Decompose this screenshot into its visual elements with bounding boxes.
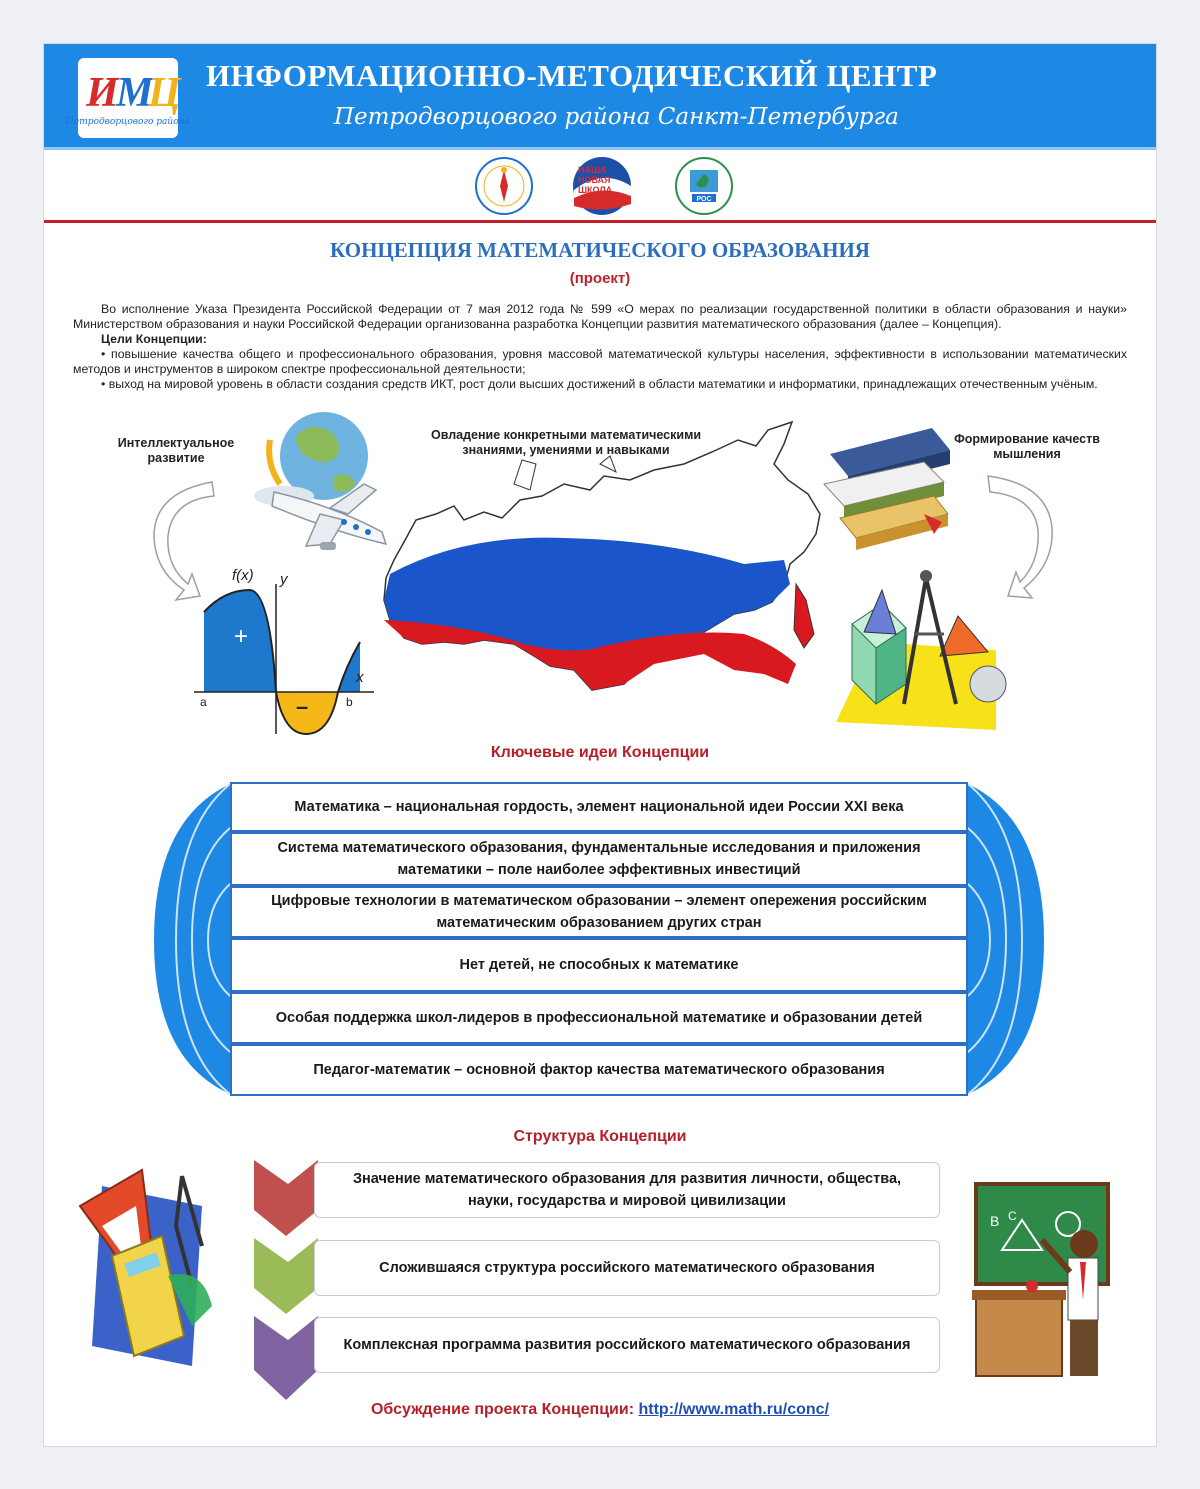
label-intellectual-development: Интеллектуальное развитие	[117, 436, 235, 465]
structure-item-1: Значение математического образования для развития личности, общества, науки, государства и мировой цивилизации	[314, 1162, 940, 1218]
key-ideas-block	[154, 780, 1044, 1098]
discussion-line	[44, 1401, 1156, 1419]
key-idea-5: Особая поддержка школ-лидеров в профессиональной математике и образовании детей	[230, 992, 968, 1044]
structure-item-2: Сложившаяся структура российского математического образования	[314, 1240, 940, 1296]
structure-item-3: Комплексная программа развития российского математического образования	[314, 1317, 940, 1373]
key-idea-6: Педагог-математик – основной фактор качества математического образования	[230, 1044, 968, 1096]
goal-item-2: • выход на мировой уровень в области создания средств ИКТ, рост доли высших достижений в области математики и информатики, принадлежащих отечественным учёным.	[101, 377, 1098, 391]
graph-minus-label: –	[296, 694, 309, 719]
structure-chevrons	[254, 1160, 318, 1406]
function-graph-icon	[194, 567, 374, 734]
goals-heading: Цели Концепции:	[101, 332, 207, 346]
concept-discussion-link[interactable]: http://www.math.ru/conc/	[638, 1401, 830, 1418]
poster	[44, 44, 1156, 1446]
svg-text:М: М	[116, 70, 154, 116]
label-mastering-knowledge: Овладение конкретными математическими знаниями, умениями и навыками	[430, 428, 702, 457]
graph-plus-label: +	[234, 623, 249, 650]
chevron-down-icon	[254, 1316, 318, 1400]
svg-text:РОС: РОС	[696, 196, 712, 203]
svg-text:ШКОЛА: ШКОЛА	[578, 185, 613, 195]
logo-caption: Петродворцового района	[66, 117, 190, 127]
graph-fx-label: f(x)	[232, 567, 254, 584]
graph-x-label: x	[356, 669, 364, 686]
graph-b-label: b	[346, 695, 353, 709]
label-thinking-qualities: Формирование качеств мышления	[954, 432, 1100, 461]
illustration-area	[44, 44, 1156, 744]
svg-text:C: C	[1008, 1209, 1017, 1223]
svg-text:B: B	[990, 1213, 1000, 1229]
graph-a-label: a	[200, 695, 207, 709]
key-idea-2: Система математического образования, фундаментальные исследования и приложения математики – поле наиболее эффективных инвестиций	[230, 832, 968, 886]
structure-heading: Структура Концепции	[513, 1128, 687, 1145]
chevron-down-icon	[254, 1160, 318, 1236]
calculator-tools-icon	[72, 1166, 222, 1376]
center-district: Петродворцового района Санкт-Петербурга	[334, 104, 899, 130]
books-icon	[824, 428, 950, 550]
svg-text:НАША: НАША	[578, 165, 607, 175]
key-ideas-heading: Ключевые идеи Концепции	[490, 744, 710, 761]
chevron-down-icon	[254, 1238, 318, 1314]
geometry-figures-icon	[836, 570, 1006, 730]
graph-y-label: y	[280, 571, 288, 588]
concept-title: КОНЦЕПЦИЯ МАТЕМАТИЧЕСКОГО ОБРАЗОВАНИЯ	[330, 238, 870, 262]
key-idea-4: Нет детей, не способных к математике	[230, 938, 968, 992]
svg-text:НОВАЯ: НОВАЯ	[578, 175, 611, 185]
russia-map-icon	[384, 422, 820, 690]
intro-paragraph: Во исполнение Указа Президента Российской Федерации от 7 мая 2012 года № 599 «О мерах по реализации государственной политики в области образования и науки» Министерством образования и науки Российской Федерации организованна разработка Концепции развития математического образования (далее – Концепция).	[73, 302, 1127, 331]
project-status: (проект)	[569, 270, 631, 287]
curved-arrow-left-icon	[154, 482, 214, 600]
center-name: ИНФОРМАЦИОННО-МЕТОДИЧЕСКИЙ ЦЕНТР	[206, 58, 938, 93]
key-idea-3: Цифровые технологии в математическом образовании – элемент опережения российским математическим образованием других стран	[230, 886, 968, 938]
key-idea-1: Математика – национальная гордость, элемент национальной идеи России XXI века	[230, 782, 968, 832]
goal-item-1: • повышение качества общего и профессионального образования, уровня массовой математической культуры населения, эффективности в использовании математических методов и инструментов в широком спектре профессиональной деятельности;	[73, 347, 1127, 376]
teacher-at-board-icon	[972, 1180, 1112, 1380]
discussion-label: Обсуждение проекта Концепции:	[370, 1401, 639, 1418]
svg-text:И: И	[86, 70, 119, 116]
svg-text:Ц: Ц	[148, 70, 181, 116]
curved-arrow-right-icon	[988, 476, 1052, 598]
globe-airplane-icon	[254, 412, 386, 550]
